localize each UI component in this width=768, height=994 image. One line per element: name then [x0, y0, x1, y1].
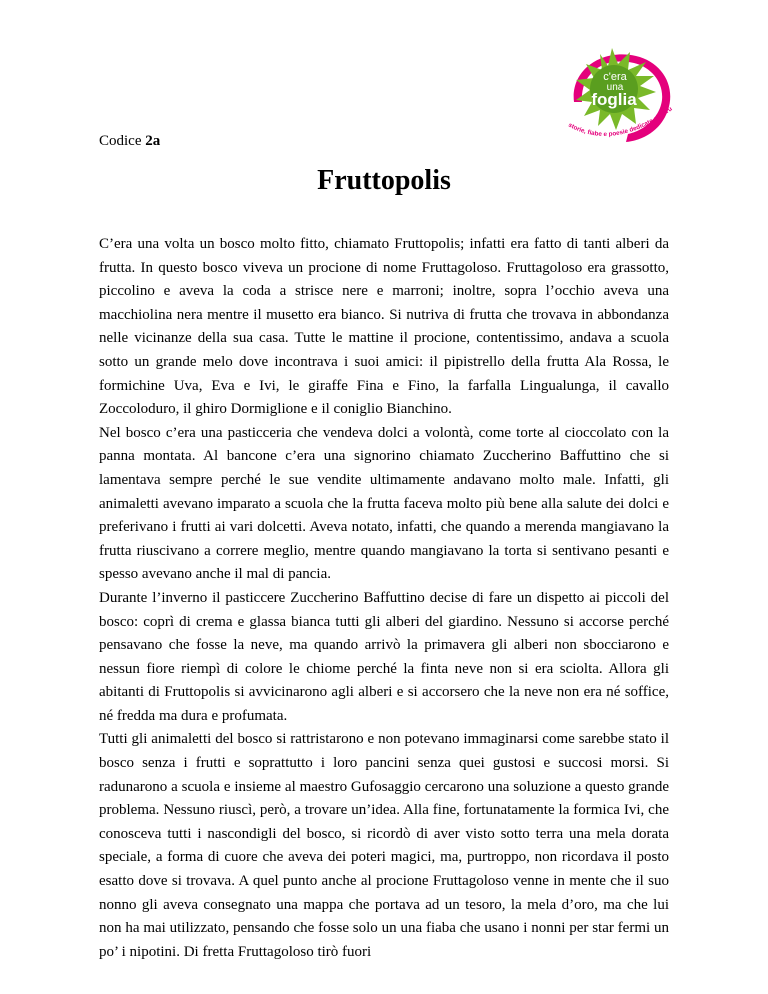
document-title: Fruttopolis: [317, 165, 451, 196]
logo-text-line2: una: [606, 82, 624, 93]
story-paragraph-2: Nel bosco c’era una pasticceria che vendeva dolci a volontà, come torte al cioccolato con la panna montata. Al bancone c’era una signorino chiamato Zuccherino Baffuttino che si lamentava sempre perché le sue vendite ultimamente andavano molto male. Infatti, gli animaletti avevano imparato a scuola che la frutta faceva molto più bene alla salute dei dolci e preferivano i frutti ai vari dolcetti. Aveva notato, infatti, che quando a merenda mangiavano la frutta riuscivano a correre meglio, mentre quando mangiavano la torta si sentivano pesanti e spesso avevano anche il mal di pancia.: [99, 424, 669, 583]
story-paragraph-4: Tutti gli animaletti del bosco si rattristarono e non potevano immaginarsi come sarebbe stato il bosco senza i frutti e soprattutto i loro pancini senza quei gustosi e succosi morsi. Si radunarono a scuola e insieme al maestro Gufosaggio cercarono una soluzione a questo grande problema. Nessuno riuscì, però, a trovare un’idea. Alla fine, fortunatamente la formica Ivi, che conosceva tutti i nascondigli del bosco, si ricordò di aver visto sotto terra una mela dorata speciale, a forma di cuore che aveva dei poteri magici, ma, purtroppo, non ricordava il posto esatto dove si trovava. A quel punto anche al procione Fruttagoloso venne in mente che il suo nonno gli aveva consegnato una mappa che portava ad un tesoro, la mela d’oro, ma che lui non ha mai utilizzato, pensando che fosse solo un una fiaba che usano i nonni per star fermi un po’ i nipotini. Di fretta Fruttagoloso tirò fuori: [99, 731, 669, 960]
story-body: [99, 233, 669, 964]
story-paragraph-1: C’era una volta un bosco molto fitto, chiamato Fruttopolis; infatti era fatto di tanti alberi da frutta. In questo bosco viveva un procione di nome Fruttagoloso. Fruttagoloso era grassotto, piccolino e aveva la coda a strisce nere e marroni; inoltre, sopra l’occhio aveva una macchiolina nera mentre il musetto era bianco. Si nutriva di frutta che trovava in abbondanza nelle vicinanze della sua casa. Tutte le mattine il procione, contentissimo, andava a scuola sotto un grande melo dove incontrava i suoi amici: il pipistrello della frutta Ala Rossa, le formichine Uva, Eva e Ivi, le giraffe Fina e Fino, la farfalla Lingualunga, il cavallo Zoccoloduro, il ghiro Dormiglione e il coniglio Bianchino.: [99, 236, 669, 418]
cera-una-foglia-logo: [550, 44, 682, 146]
code-value: 2a: [145, 133, 161, 149]
logo-tagline-path: storie, fiabe e poesie dedicate alla fru: [567, 105, 674, 138]
logo-text-line1: c'era: [603, 71, 627, 83]
code-label: Codice: [99, 133, 146, 149]
logo-text-line3: foglia: [591, 90, 637, 109]
story-paragraph-3: Durante l’inverno il pasticcere Zuccherino Baffuttino decise di fare un dispetto ai piccoli del bosco: coprì di crema e glassa bianca tutti gli alberi del giardino. Nessuno si accorse perché pensavano che fosse la neve, ma quando arrivò la primavera gli alberi non sbocciarono e nessun fiore riempì di colore le chiome perché la finta neve non si era sciolta. Allora gli abitanti di Fruttopolis si avvicinarono agli alberi e si accorsero che la neve non era né soffice, né fredda ma dura e profumata.: [99, 589, 669, 724]
document-code: [99, 131, 160, 151]
